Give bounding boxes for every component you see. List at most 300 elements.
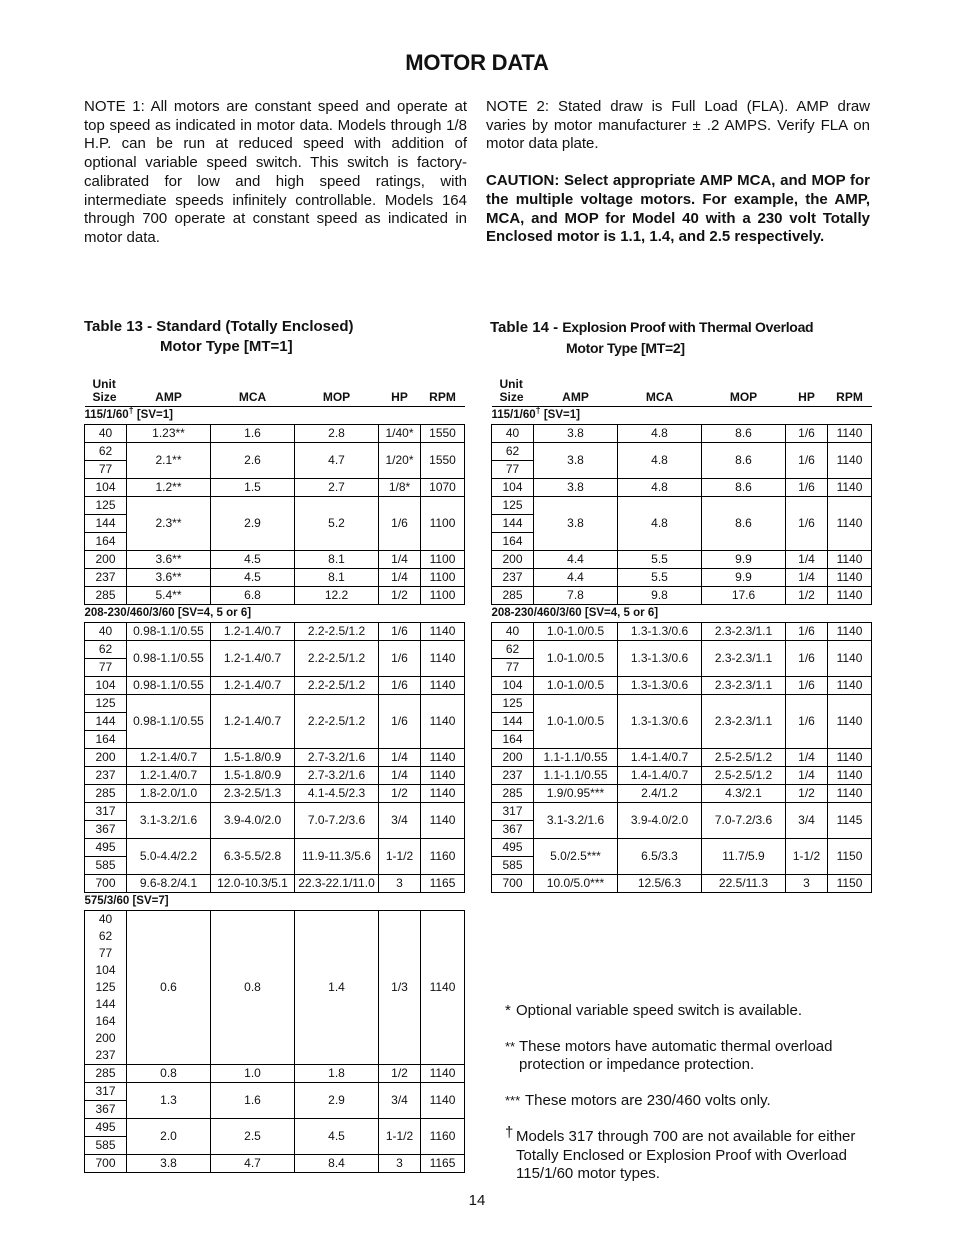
hp-cell: 1/2 [379, 587, 421, 605]
unit-size-cell: 585 [85, 857, 127, 875]
amp-cell: 5.0/2.5*** [534, 839, 618, 875]
rpm-cell: 1140 [828, 623, 872, 641]
mop-cell: 9.9 [702, 551, 786, 569]
unit-size-cell: 237 [492, 767, 534, 785]
amp-cell: 3.1-3.2/1.6 [534, 803, 618, 839]
hp-cell: 1/6 [786, 479, 828, 497]
header-rpm: RPM [828, 376, 872, 407]
unit-size-cell: 144 [85, 515, 127, 533]
rpm-cell: 1140 [421, 785, 465, 803]
section-row [85, 605, 465, 623]
hp-cell: 1/4 [786, 749, 828, 767]
table-row [492, 749, 872, 767]
dagger-mark: † [128, 405, 134, 416]
hp-cell: 3/4 [379, 803, 421, 839]
hp-cell: 1-1/2 [379, 1119, 421, 1155]
caution-text: CAUTION: Select appropriate AMP MCA, and MOP for the multiple voltage motors. For example, the AMP, MCA, and MOP for Model 40 with a 230 volt Totally Enclosed motor is 1.1, 1.4, and 2.5 respectively. [486, 172, 870, 246]
unit-size-cell: 62 [85, 928, 127, 945]
footnote-4 [505, 1123, 880, 1184]
table-row [85, 587, 465, 605]
amp-cell: 2.0 [127, 1119, 211, 1155]
table-row [85, 641, 465, 659]
rpm-cell: 1100 [421, 551, 465, 569]
hp-cell: 1/6 [379, 497, 421, 551]
table-row [85, 1119, 465, 1137]
mca-cell: 1.3-1.3/0.6 [618, 695, 702, 749]
mca-cell: 1.3-1.3/0.6 [618, 641, 702, 677]
footnote-1-mark: * [505, 1002, 511, 1019]
unit-size-cell: 237 [492, 569, 534, 587]
section-row [85, 893, 465, 911]
unit-size-cell: 104 [492, 479, 534, 497]
unit-size-cell: 200 [85, 749, 127, 767]
hp-cell: 3 [379, 1155, 421, 1173]
mca-cell: 0.8 [211, 911, 295, 1065]
header-mca: MCA [618, 376, 702, 407]
mca-cell: 4.5 [211, 551, 295, 569]
table-row [492, 443, 872, 461]
note-1-text: NOTE 1: All motors are constant speed and operate at top speed as indicated in motor data. Models through 1/8 H.P. can be run at reduced speed with addition of optional variable speed switch. This switch is factory-calibrated for low and high speed ratings, with intermediate speeds infinitely controllable. Models 164 through 700 operate at constant speed as indicated in motor data. [84, 98, 467, 246]
section-sv: [SV=1] [133, 409, 173, 421]
mca-cell: 1.2-1.4/0.7 [211, 623, 295, 641]
mca-cell: 2.9 [211, 497, 295, 551]
footnote-4-text: Models 317 through 700 are not available for either Totally Enclosed or Explosion Proof with Overload 115/1/60 motor types. [516, 1127, 856, 1183]
unit-size-cell: 40 [492, 623, 534, 641]
amp-cell: 1.0-1.0/0.5 [534, 641, 618, 677]
rpm-cell: 1150 [828, 839, 872, 875]
unit-size-cell: 200 [85, 1030, 127, 1047]
hp-cell: 1/4 [786, 551, 828, 569]
mca-cell: 4.8 [618, 479, 702, 497]
mca-cell: 2.5 [211, 1119, 295, 1155]
unit-size-cell: 77 [492, 659, 534, 677]
mca-cell: 12.0-10.3/5.1 [211, 875, 295, 893]
table-row [85, 749, 465, 767]
mca-cell: 9.8 [618, 587, 702, 605]
amp-cell: 0.98-1.1/0.55 [127, 677, 211, 695]
hp-cell: 1/4 [379, 749, 421, 767]
mop-cell: 2.3-2.3/1.1 [702, 677, 786, 695]
amp-cell: 1.0-1.0/0.5 [534, 695, 618, 749]
mca-cell: 5.5 [618, 551, 702, 569]
table-row [85, 443, 465, 461]
amp-cell: 1.8-2.0/1.0 [127, 785, 211, 803]
mop-cell: 2.5-2.5/1.2 [702, 749, 786, 767]
unit-size-cell: 164 [492, 533, 534, 551]
amp-cell: 1.2-1.4/0.7 [127, 767, 211, 785]
rpm-cell: 1140 [421, 749, 465, 767]
page-number: 14 [468, 1192, 486, 1209]
header-unit-size: Unit Size [85, 376, 127, 407]
hp-cell: 1/2 [379, 1065, 421, 1083]
unit-size-cell: 144 [85, 713, 127, 731]
mop-cell: 17.6 [702, 587, 786, 605]
footnote-2-text: These motors have automatic thermal overload protection or impedance protection. [519, 1037, 833, 1074]
header-rpm: RPM [421, 376, 465, 407]
rpm-cell: 1100 [421, 569, 465, 587]
hp-cell: 1/6 [786, 425, 828, 443]
mca-cell: 1.5-1.8/0.9 [211, 749, 295, 767]
hp-cell: 1/4 [379, 767, 421, 785]
mca-cell: 4.8 [618, 425, 702, 443]
unit-size-cell: 40 [85, 911, 127, 929]
mca-cell: 1.3-1.3/0.6 [618, 623, 702, 641]
unit-size-cell: 77 [85, 659, 127, 677]
rpm-cell: 1145 [828, 803, 872, 839]
unit-size-cell: 585 [85, 1137, 127, 1155]
amp-cell: 3.8 [534, 425, 618, 443]
table-row [492, 551, 872, 569]
unit-size-cell: 125 [85, 695, 127, 713]
footnote-2-mark: ** [505, 1038, 516, 1054]
rpm-cell: 1140 [421, 911, 465, 1065]
table-13-title-line1: Table 13 - Standard (Totally Enclosed) [84, 318, 354, 335]
rpm-cell: 1550 [421, 443, 465, 479]
unit-size-cell: 367 [85, 821, 127, 839]
unit-size-cell: 40 [492, 425, 534, 443]
hp-cell: 1-1/2 [379, 839, 421, 875]
note-2-text: NOTE 2: Stated draw is Full Load (FLA). AMP draw varies by motor manufacturer ± .2 AMPS. Verify FLA on motor data plate. [486, 98, 870, 153]
unit-size-cell: 317 [85, 803, 127, 821]
mca-cell: 1.2-1.4/0.7 [211, 641, 295, 677]
section-voltage: 115/1/60 [491, 409, 536, 421]
hp-cell: 1/40* [379, 425, 421, 443]
unit-size-cell: 237 [85, 569, 127, 587]
mop-cell: 1.4 [295, 911, 379, 1065]
mop-cell: 2.3-2.3/1.1 [702, 641, 786, 677]
rpm-cell: 1140 [421, 623, 465, 641]
header-mop: MOP [295, 376, 379, 407]
mop-cell: 4.5 [295, 1119, 379, 1155]
table-13-title-line2: Motor Type [MT=1] [160, 338, 293, 355]
mop-cell: 8.6 [702, 479, 786, 497]
table-row [492, 839, 872, 857]
unit-size-cell: 285 [492, 785, 534, 803]
mca-cell: 1.2-1.4/0.7 [211, 695, 295, 749]
unit-size-cell: 317 [492, 803, 534, 821]
table-row [492, 677, 872, 695]
table-row [85, 785, 465, 803]
unit-size-cell: 62 [85, 641, 127, 659]
mop-cell: 2.2-2.5/1.2 [295, 641, 379, 677]
unit-size-cell: 104 [85, 479, 127, 497]
hp-cell: 1/4 [786, 767, 828, 785]
amp-cell: 9.6-8.2/4.1 [127, 875, 211, 893]
unit-size-cell: 62 [492, 641, 534, 659]
amp-cell: 2.1** [127, 443, 211, 479]
table-13-title [84, 317, 354, 357]
unit-size-cell: 237 [85, 767, 127, 785]
mop-cell: 4.1-4.5/2.3 [295, 785, 379, 803]
hp-cell: 1/4 [379, 551, 421, 569]
section-voltage: 575/3/60 [SV=7] [84, 895, 169, 907]
mop-cell: 8.1 [295, 551, 379, 569]
rpm-cell: 1550 [421, 425, 465, 443]
table-14-title-line2: Motor Type [MT=2] [566, 340, 685, 356]
mca-cell: 1.0 [211, 1065, 295, 1083]
unit-size-cell: 367 [85, 1101, 127, 1119]
footnote-2 [505, 1038, 880, 1075]
rpm-cell: 1140 [828, 695, 872, 749]
unit-size-cell: 285 [85, 785, 127, 803]
section-label [85, 605, 465, 623]
hp-cell: 1/6 [379, 641, 421, 677]
unit-size-cell: 144 [492, 515, 534, 533]
rpm-cell: 1140 [828, 479, 872, 497]
rpm-cell: 1140 [828, 767, 872, 785]
unit-size-cell: 125 [492, 695, 534, 713]
mop-cell: 11.7/5.9 [702, 839, 786, 875]
mop-cell: 2.7-3.2/1.6 [295, 749, 379, 767]
rpm-cell: 1160 [421, 1119, 465, 1155]
note-1 [84, 98, 467, 266]
table-row [85, 497, 465, 515]
unit-size-cell: 104 [85, 677, 127, 695]
hp-cell: 1/6 [786, 497, 828, 551]
mca-cell: 2.3-2.5/1.3 [211, 785, 295, 803]
table-14-title [490, 317, 813, 358]
amp-cell: 3.6** [127, 551, 211, 569]
table-row [492, 569, 872, 587]
rpm-cell: 1100 [421, 587, 465, 605]
table-row [85, 1155, 465, 1173]
hp-cell: 1/2 [786, 785, 828, 803]
rpm-cell: 1140 [421, 677, 465, 695]
unit-size-cell: 77 [85, 945, 127, 962]
unit-size-cell: 285 [492, 587, 534, 605]
table-row [492, 587, 872, 605]
header-mca: MCA [211, 376, 295, 407]
amp-cell: 0.8 [127, 1065, 211, 1083]
table-row [85, 677, 465, 695]
hp-cell: 1/2 [379, 785, 421, 803]
mop-cell: 11.9-11.3/5.6 [295, 839, 379, 875]
mca-cell: 4.8 [618, 443, 702, 479]
hp-cell: 3 [786, 875, 828, 893]
unit-size-cell: 62 [492, 443, 534, 461]
amp-cell: 1.3 [127, 1083, 211, 1119]
dagger-mark: † [535, 405, 541, 416]
amp-cell: 3.8 [534, 497, 618, 551]
table-row [85, 767, 465, 785]
table-13 [84, 376, 465, 1173]
mop-cell: 8.6 [702, 443, 786, 479]
unit-size-cell: 317 [85, 1083, 127, 1101]
page-title: MOTOR DATA [405, 50, 549, 75]
mop-cell: 2.2-2.5/1.2 [295, 695, 379, 749]
table-row [85, 911, 465, 929]
mop-cell: 4.7 [295, 443, 379, 479]
hp-cell: 1/2 [786, 587, 828, 605]
unit-size-cell: 144 [85, 996, 127, 1013]
hp-cell: 1/3 [379, 911, 421, 1065]
mop-cell: 8.1 [295, 569, 379, 587]
header-amp: AMP [127, 376, 211, 407]
table-row [85, 569, 465, 587]
mop-cell: 2.7 [295, 479, 379, 497]
rpm-cell: 1140 [421, 695, 465, 749]
hp-cell: 1-1/2 [786, 839, 828, 875]
amp-cell: 3.8 [127, 1155, 211, 1173]
mop-cell: 22.5/11.3 [702, 875, 786, 893]
hp-cell: 1/4 [786, 569, 828, 587]
unit-size-cell: 200 [85, 551, 127, 569]
mca-cell: 1.4-1.4/0.7 [618, 749, 702, 767]
rpm-cell: 1165 [421, 1155, 465, 1173]
rpm-cell: 1140 [421, 1065, 465, 1083]
section-voltage: 115/1/60 [84, 409, 129, 421]
hp-cell: 1/6 [786, 677, 828, 695]
amp-cell: 0.98-1.1/0.55 [127, 641, 211, 677]
mop-cell: 2.2-2.5/1.2 [295, 623, 379, 641]
hp-cell: 3/4 [786, 803, 828, 839]
footnote-3 [505, 1092, 880, 1111]
amp-cell: 0.6 [127, 911, 211, 1065]
unit-size-cell: 200 [492, 749, 534, 767]
table-row [85, 425, 465, 443]
unit-size-cell: 700 [85, 1155, 127, 1173]
unit-size-cell: 164 [492, 731, 534, 749]
table-row [492, 803, 872, 821]
mca-cell: 12.5/6.3 [618, 875, 702, 893]
mop-cell: 4.3/2.1 [702, 785, 786, 803]
amp-cell: 3.8 [534, 479, 618, 497]
unit-size-cell: 125 [85, 497, 127, 515]
table-row [85, 1065, 465, 1083]
mop-cell: 2.7-3.2/1.6 [295, 767, 379, 785]
rpm-cell: 1140 [828, 587, 872, 605]
mop-cell: 22.3-22.1/11.0 [295, 875, 379, 893]
unit-size-cell: 144 [492, 713, 534, 731]
rpm-cell: 1140 [421, 1083, 465, 1119]
table-row [492, 767, 872, 785]
mca-cell: 1.5 [211, 479, 295, 497]
unit-size-cell: 285 [85, 1065, 127, 1083]
rpm-cell: 1140 [828, 425, 872, 443]
section-sv: [SV=1] [540, 409, 580, 421]
rpm-cell: 1140 [828, 749, 872, 767]
unit-size-cell: 164 [85, 731, 127, 749]
amp-cell: 1.9/0.95*** [534, 785, 618, 803]
mop-cell: 7.0-7.2/3.6 [295, 803, 379, 839]
section-row [492, 605, 872, 623]
footnote-4-mark: † [505, 1123, 514, 1141]
amp-cell: 3.8 [534, 443, 618, 479]
mop-cell: 2.5-2.5/1.2 [702, 767, 786, 785]
mca-cell: 5.5 [618, 569, 702, 587]
rpm-cell: 1140 [421, 803, 465, 839]
mop-cell: 2.9 [295, 1083, 379, 1119]
table-14-title-line1: Explosion Proof with Thermal Overload [562, 319, 814, 335]
rpm-cell: 1140 [828, 785, 872, 803]
mca-cell: 4.8 [618, 497, 702, 551]
rpm-cell: 1165 [421, 875, 465, 893]
mop-cell: 9.9 [702, 569, 786, 587]
unit-size-cell: 585 [492, 857, 534, 875]
hp-cell: 1/6 [786, 443, 828, 479]
amp-cell: 4.4 [534, 551, 618, 569]
mca-cell: 4.7 [211, 1155, 295, 1173]
header-row [492, 376, 872, 407]
section-label [85, 893, 465, 911]
mop-cell: 12.2 [295, 587, 379, 605]
unit-size-cell: 700 [85, 875, 127, 893]
mca-cell: 1.4-1.4/0.7 [618, 767, 702, 785]
mca-cell: 3.9-4.0/2.0 [211, 803, 295, 839]
mop-cell: 8.4 [295, 1155, 379, 1173]
amp-cell: 1.23** [127, 425, 211, 443]
table-row [492, 785, 872, 803]
table-row [492, 623, 872, 641]
unit-size-cell: 495 [492, 839, 534, 857]
amp-cell: 1.2** [127, 479, 211, 497]
section-voltage: 208-230/460/3/60 [SV=4, 5 or 6] [491, 607, 659, 619]
unit-size-cell: 367 [492, 821, 534, 839]
mca-cell: 6.5/3.3 [618, 839, 702, 875]
table-row [492, 425, 872, 443]
header-hp: HP [379, 376, 421, 407]
rpm-cell: 1160 [421, 839, 465, 875]
rpm-cell: 1140 [828, 551, 872, 569]
section-row [492, 407, 872, 425]
rpm-cell: 1140 [828, 641, 872, 677]
header-hp: HP [786, 376, 828, 407]
amp-cell: 3.6** [127, 569, 211, 587]
unit-size-cell: 125 [492, 497, 534, 515]
hp-cell: 3 [379, 875, 421, 893]
rpm-cell: 1140 [421, 641, 465, 677]
table-row [492, 875, 872, 893]
hp-cell: 1/6 [786, 623, 828, 641]
section-label [492, 407, 872, 425]
mop-cell: 8.6 [702, 497, 786, 551]
header-row [85, 376, 465, 407]
mop-cell: 2.3-2.3/1.1 [702, 695, 786, 749]
rpm-cell: 1140 [421, 767, 465, 785]
unit-size-cell: 104 [85, 962, 127, 979]
unit-size-cell: 164 [85, 533, 127, 551]
mca-cell: 4.5 [211, 569, 295, 587]
table-14-title-prefix: Table 14 - [490, 319, 563, 336]
hp-cell: 1/8* [379, 479, 421, 497]
hp-cell: 1/6 [379, 623, 421, 641]
amp-cell: 5.0-4.4/2.2 [127, 839, 211, 875]
hp-cell: 1/6 [786, 641, 828, 677]
hp-cell: 1/6 [379, 695, 421, 749]
table-row [85, 623, 465, 641]
table-row [492, 695, 872, 713]
table-14 [491, 376, 872, 893]
note-2-block [486, 98, 870, 265]
footnote-3-text: These motors are 230/460 volts only. [525, 1092, 771, 1110]
unit-size-cell: 125 [85, 979, 127, 996]
unit-size-cell: 495 [85, 839, 127, 857]
rpm-cell: 1140 [828, 443, 872, 479]
unit-size-cell: 164 [85, 1013, 127, 1030]
header-unit-size: Unit Size [492, 376, 534, 407]
amp-cell: 5.4** [127, 587, 211, 605]
unit-size-cell: 40 [85, 623, 127, 641]
footnotes [505, 1002, 880, 1201]
header-mop: MOP [702, 376, 786, 407]
table-row [85, 875, 465, 893]
mca-cell: 3.9-4.0/2.0 [618, 803, 702, 839]
mop-cell: 1.8 [295, 1065, 379, 1083]
unit-size-cell: 200 [492, 551, 534, 569]
mop-cell: 8.6 [702, 425, 786, 443]
mop-cell: 7.0-7.2/3.6 [702, 803, 786, 839]
footnote-1 [505, 1002, 880, 1021]
